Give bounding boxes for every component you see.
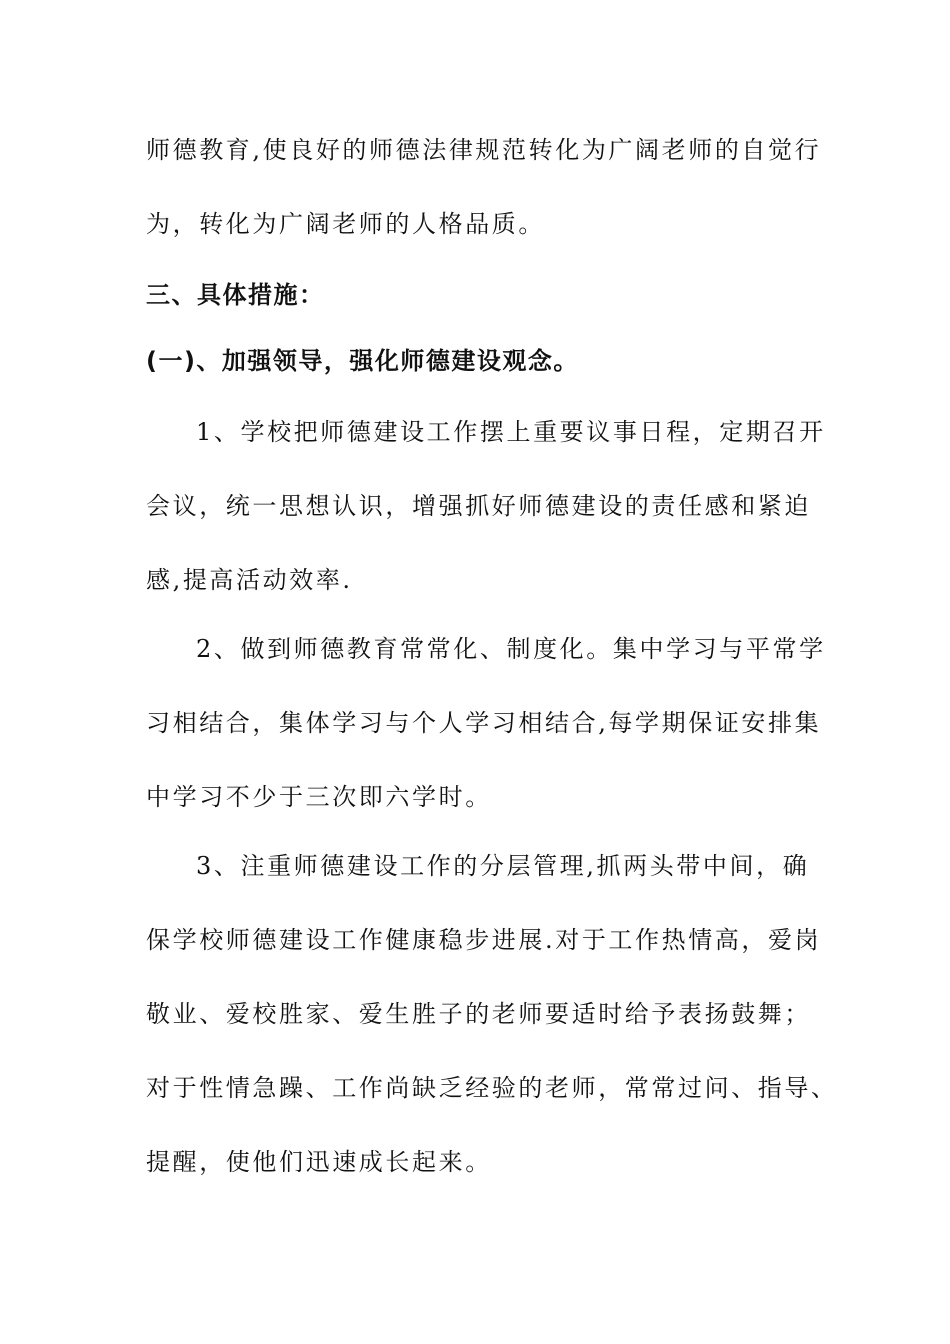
item1-line-1: 1、学校把师德建设工作摆上重要议事日程，定期召开 bbox=[196, 418, 826, 446]
intro-line-2: 为，转化为广阔老师的人格品质。 bbox=[146, 210, 545, 238]
item2-line-1: 2、做到师德教育常常化、制度化。集中学习与平常学 bbox=[196, 635, 826, 663]
item2-line-3: 中学习不少于三次即六学时。 bbox=[146, 783, 492, 811]
item1-line-2: 会议，统一思想认识，增强抓好师德建设的责任感和紧迫 bbox=[146, 492, 811, 520]
item3-line-1: 3、注重师德建设工作的分层管理,抓两头带中间，确 bbox=[196, 852, 810, 880]
item3-line-2: 保学校师德建设工作健康稳步进展.对于工作热情高，爱岗 bbox=[146, 926, 822, 954]
item3-line-3: 敬业、爱校胜家、爱生胜子的老师要适时给予表扬鼓舞； bbox=[146, 1000, 811, 1028]
intro-line-1: 师德教育,使良好的师德法律规范转化为广阔老师的自觉行 bbox=[146, 136, 822, 164]
item3-line-5: 提醒，使他们迅速成长起来。 bbox=[146, 1148, 492, 1176]
item1-line-3: 感,提高活动效率. bbox=[146, 566, 353, 594]
item3-line-4: 对于性情急躁、工作尚缺乏经验的老师，常常过问、指导、 bbox=[146, 1074, 838, 1102]
item2-line-2: 习相结合，集体学习与个人学习相结合,每学期保证安排集 bbox=[146, 709, 822, 737]
subsection-heading: (一)、加强领导，强化师德建设观念。 bbox=[146, 347, 579, 375]
section-heading: 三、具体措施： bbox=[146, 281, 325, 309]
